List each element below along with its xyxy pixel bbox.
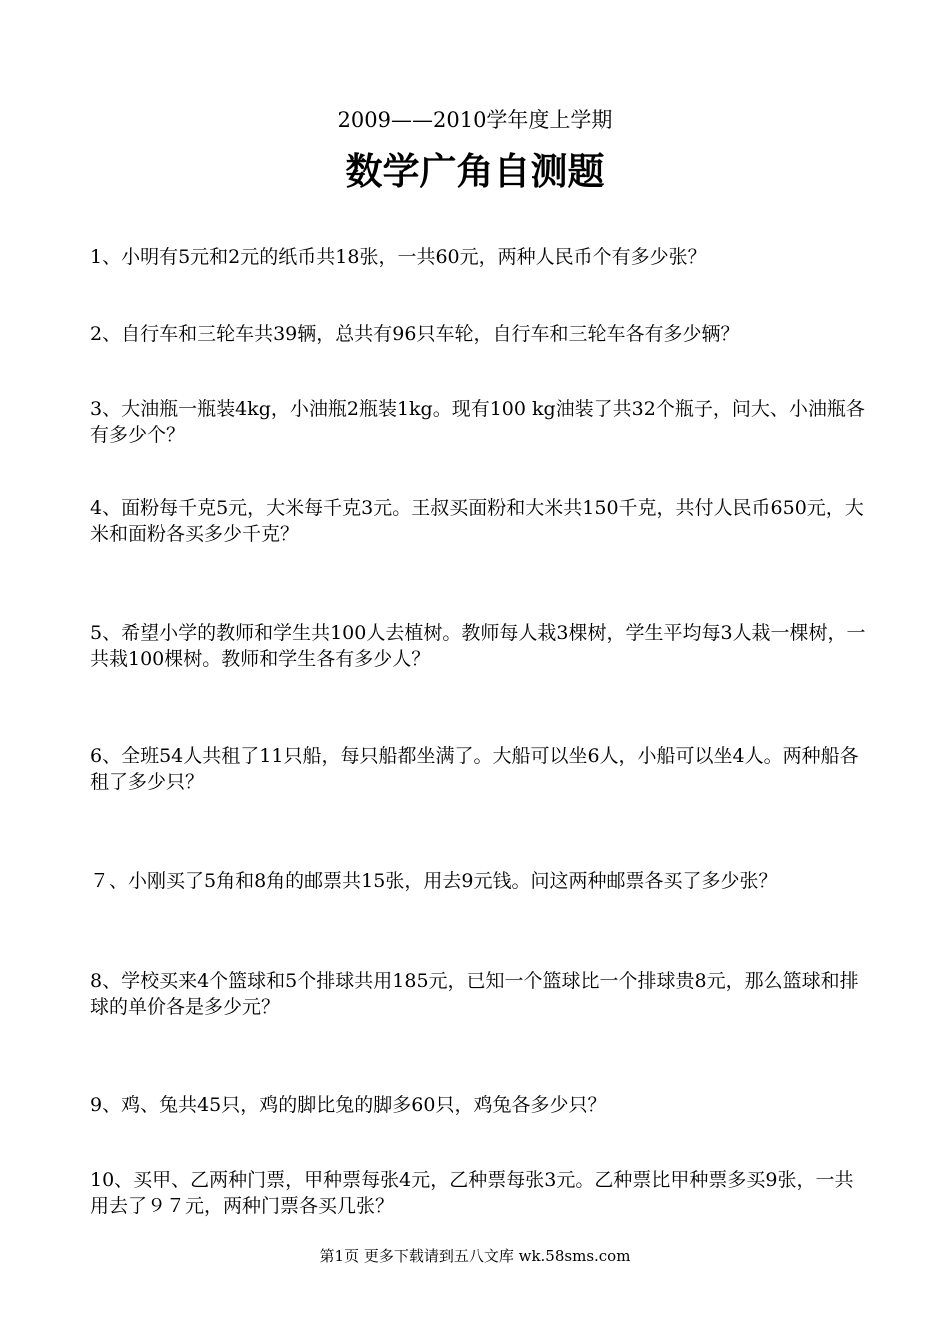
- question-1: 1、小明有5元和2元的纸币共18张，一共60元，两种人民币个有多少张？: [90, 246, 707, 268]
- question-4: 4、面粉每千克5元，大米每千克3元。王叔买面粉和大米共150千克，共付人民币650元，大米和面粉各买多少千克？: [90, 497, 864, 545]
- page-footer: 第1页 更多下载请到五八文库 wk.58sms.com: [319, 1247, 631, 1265]
- question-7: ７、小刚买了5角和8角的邮票共15张，用去9元钱。问这两种邮票各买了多少张？: [90, 870, 778, 892]
- question-9: 9、鸡、兔共45只，鸡的脚比兔的脚多60只，鸡兔各多少只？: [90, 1094, 607, 1116]
- document-subtitle: 2009——2010学年度上学期: [337, 108, 613, 132]
- question-2: 2、自行车和三轮车共39辆，总共有96只车轮，自行车和三轮车各有多少辆？: [90, 323, 740, 345]
- question-6: 6、全班54人共租了11只船，每只船都坐满了。大船可以坐6人，小船可以坐4人。两种船各租了多少只？: [90, 745, 859, 793]
- question-10: 10、买甲、乙两种门票，甲种票每张4元，乙种票每张3元。乙种票比甲种票多买9张，一共用去了９７元，两种门票各买几张？: [90, 1169, 854, 1217]
- question-5: 5、希望小学的教师和学生共100人去植树。教师每人栽3棵树，学生平均每3人栽一棵树，一共栽100棵树。教师和学生各有多少人？: [90, 622, 866, 670]
- question-3: 3、大油瓶一瓶装4kg，小油瓶2瓶装1kg。现有100 kg油装了共32个瓶子，问大、小油瓶各有多少个？: [90, 398, 865, 446]
- question-8: 8、学校买来4个篮球和5个排球共用185元，已知一个篮球比一个排球贵8元，那么篮球和排球的单价各是多少元？: [90, 970, 859, 1018]
- document-title: 数学广角自测题: [345, 149, 605, 193]
